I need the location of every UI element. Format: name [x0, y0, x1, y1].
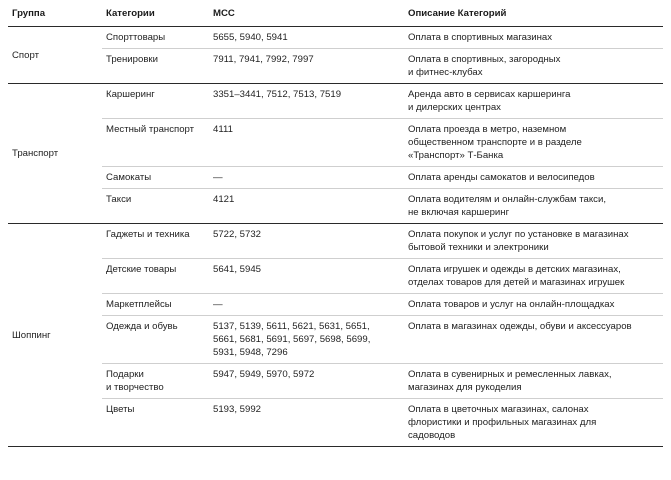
- category-cell: Детские товары: [102, 259, 209, 294]
- category-cell: Цветы: [102, 399, 209, 447]
- group-name: Шоппинг: [8, 224, 102, 447]
- category-cell: Спорттовары: [102, 27, 209, 49]
- table-row: [8, 84, 663, 119]
- table-row: [8, 189, 663, 224]
- category-cell: Одежда и обувь: [102, 316, 209, 364]
- description-cell: Оплата товаров и услуг на онлайн-площадках: [404, 294, 663, 316]
- category-cell: Местный транспорт: [102, 119, 209, 167]
- table-row: [8, 27, 663, 49]
- category-cell: Гаджеты и техника: [102, 224, 209, 259]
- group-name: Спорт: [8, 27, 102, 84]
- mcc-cell: 7911, 7941, 7992, 7997: [209, 49, 404, 84]
- description-cell: Оплата проезда в метро, наземном общественном транспорте и в разделе «Транспорт» Т-Банка: [404, 119, 663, 167]
- category-cell: Подарки и творчество: [102, 364, 209, 399]
- description-cell: Оплата водителям и онлайн-службам такси, не включая каршеринг: [404, 189, 663, 224]
- table-row: [8, 259, 663, 294]
- mcc-cell: 5137, 5139, 5611, 5621, 5631, 5651, 5661, 5681, 5691, 5697, 5698, 5699, 5931, 5948, 7296: [209, 316, 404, 364]
- table-header-row: [8, 7, 663, 27]
- category-cell: Самокаты: [102, 167, 209, 189]
- category-cell: Маркетплейсы: [102, 294, 209, 316]
- table-row: [8, 167, 663, 189]
- mcc-categories-table: [8, 7, 663, 447]
- description-cell: Аренда авто в сервисах каршеринга и дилерских центрах: [404, 84, 663, 119]
- header-description: Описание Категорий: [404, 7, 663, 27]
- group-name: Транспорт: [8, 84, 102, 224]
- mcc-cell: 5641, 5945: [209, 259, 404, 294]
- description-cell: Оплата игрушек и одежды в детских магазинах, отделах товаров для детей и магазинах игрушек: [404, 259, 663, 294]
- mcc-cell: 4121: [209, 189, 404, 224]
- description-cell: Оплата в спортивных, загородных и фитнес-клубах: [404, 49, 663, 84]
- header-group: Группа: [8, 7, 102, 27]
- table-row: [8, 399, 663, 447]
- table-row: [8, 119, 663, 167]
- header-mcc: MCC: [209, 7, 404, 27]
- category-cell: Такси: [102, 189, 209, 224]
- mcc-cell: 5655, 5940, 5941: [209, 27, 404, 49]
- mcc-cell: —: [209, 294, 404, 316]
- description-cell: Оплата в цветочных магазинах, салонах флористики и профильных магазинах для садоводов: [404, 399, 663, 447]
- category-cell: Каршеринг: [102, 84, 209, 119]
- header-category: Категории: [102, 7, 209, 27]
- mcc-cell: 5722, 5732: [209, 224, 404, 259]
- mcc-cell: 5947, 5949, 5970, 5972: [209, 364, 404, 399]
- table-row: [8, 364, 663, 399]
- table-row: [8, 49, 663, 84]
- mcc-cell: —: [209, 167, 404, 189]
- mcc-cell: 5193, 5992: [209, 399, 404, 447]
- description-cell: Оплата в спортивных магазинах: [404, 27, 663, 49]
- description-cell: Оплата в магазинах одежды, обуви и аксессуаров: [404, 316, 663, 364]
- description-cell: Оплата в сувенирных и ремесленных лавках, магазинах для рукоделия: [404, 364, 663, 399]
- mcc-cell: 4111: [209, 119, 404, 167]
- category-cell: Тренировки: [102, 49, 209, 84]
- table-row: [8, 316, 663, 364]
- description-cell: Оплата покупок и услуг по установке в магазинах бытовой техники и электроники: [404, 224, 663, 259]
- table-row: [8, 224, 663, 259]
- table-row: [8, 294, 663, 316]
- description-cell: Оплата аренды самокатов и велосипедов: [404, 167, 663, 189]
- mcc-cell: 3351–3441, 7512, 7513, 7519: [209, 84, 404, 119]
